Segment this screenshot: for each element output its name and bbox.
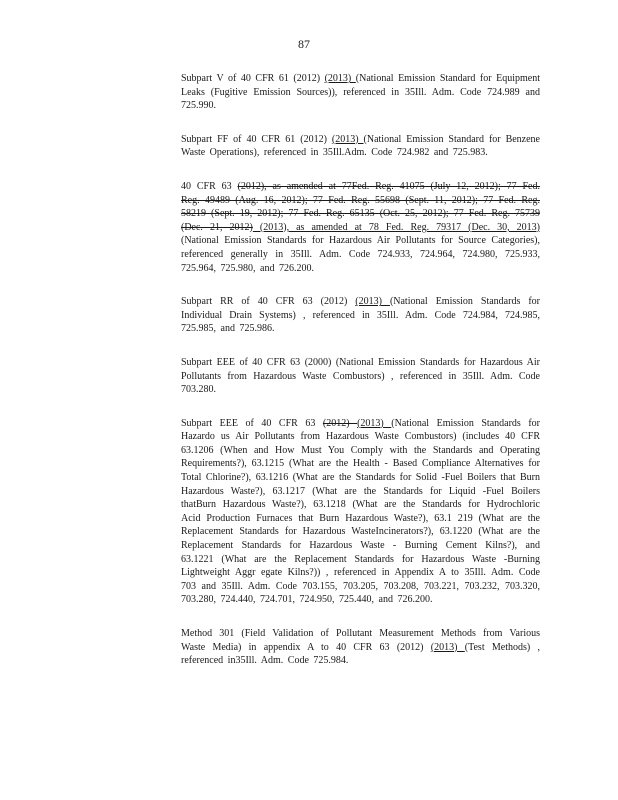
reference-entry-subpart-rr	[181, 295, 540, 336]
entry-text: Method 301 (Field Validation of Pollutant Measurement Methods from Various Waste Media) in appendix A to 40 CFR 63 (2012)	[181, 628, 540, 653]
entry-text: 40 CFR 63	[181, 180, 238, 192]
reference-entry-subpart-v	[181, 72, 540, 113]
entry-text: (Test Methods) , referenced in35Ill. Adm. Code 725.984.	[181, 641, 540, 667]
inserted-text: (2013), as amended at 78 Fed. Reg. 79317 (Dec. 30, 2013)	[252, 221, 541, 233]
entry-text: (National Emission Standards for Hazardo us Air Pollutants from Hazardous Waste Combustors) (includes 40 CFR 63.1206 (When and How Must You Comply with the Standards and Operating Requirements?), 63.1215 (What are the Health - Based Compliance Alternatives for Total Chlorine?), 63.1216 (What are the Standards for Solid -Fuel Boilers that Burn Hazardous Waste?), 63.1217 (What are the Standards for Liquid -Fuel Boilers thatBurn Hazardous Waste?), 63.1218 (What are the Standards for Hydrochloric Acid Production Furnaces that Burn Hazardous Waste?), 63.1 219 (What are the Replacement Standards for Hazardous WasteIncinerators?), 63.1220 (What are the Replacement Standards for Hazardous Waste - Burning Cement Kilns?), and 63.1221 (What are the Replacement Standards for Hazardous Waste -Burning Lightweight Aggr egate Kilns?)) , referenced in Appendix A to 35Ill. Adm. Code 703 and 35Ill. Adm. Code 703.155, 703.205, 703.208, 703.221, 703.232, 703.320, 703.280, 724.440, 724.701, 724.950, 725.440, and 726.200.	[181, 417, 540, 606]
entry-text: Subpart FF of 40 CFR 61 (2012)	[181, 133, 332, 145]
reference-entry-subpart-ff	[181, 133, 540, 160]
entry-text: Subpart RR of 40 CFR 63 (2012)	[181, 296, 356, 308]
deleted-text: (2012), as amended at 77Fed. Reg. 41075 (July 12, 2012); 77 Fed. Reg. 49489 (Aug. 16, 2012); 77 Fed. Reg. 55698 (Sept. 11, 2012); 77 Fed. Reg. 58219 (Sept. 19, 2012); 77 Fed. Reg. 65135 (Oct. 25, 2012); 77 Fed. Reg. 75739 (Dec. 21, 2012)	[181, 180, 540, 233]
inserted-text: (2013)	[331, 133, 364, 145]
reference-entry-40cfr63	[181, 180, 540, 275]
entry-text: Subpart V of 40 CFR 61 (2012)	[181, 73, 325, 84]
inserted-text: (2013)	[430, 641, 465, 653]
inserted-text: (2013)	[324, 73, 356, 84]
page-number: 87	[298, 37, 310, 51]
entry-text: (National Emission Standard for Benzene Waste Operations), referenced in 35Ill.Adm. Code 724.982 and 725.983.	[181, 133, 540, 159]
entry-text: Subpart EEE of 40 CFR 63 (2000) (National Emission Standards for Hazardous Air Pollutants from Hazardous Waste Combustors) , referenced in 35Ill. Adm. Code 703.280.	[181, 356, 540, 396]
deleted-text: (2012)	[322, 417, 358, 429]
entry-text: (National Emission Standard for Equipment Leaks (Fugitive Emission Sources)), referenced in 35Ill. Adm. Code 724.989 and 725.990.	[181, 73, 540, 112]
inserted-text: (2013)	[357, 417, 392, 429]
reference-entry-method-301	[181, 627, 540, 668]
inserted-text: (2013)	[355, 296, 390, 308]
regulation-references	[181, 72, 540, 688]
entry-text: Subpart EEE of 40 CFR 63	[181, 417, 323, 429]
reference-entry-subpart-eee-2013	[181, 417, 540, 607]
entry-text: (National Emission Standards for Individual Drain Systems) , referenced in 35Ill. Adm. Code 724.984, 724.985, 725.985, and 725.986.	[181, 296, 540, 335]
entry-text: (National Emission Standards for Hazardous Air Pollutants for Source Categories), referenced generally in 35Ill. Adm. Code 724.933, 724.964, 724.980, 725.933, 725.964, 725.980, and 726.200.	[181, 235, 540, 274]
reference-entry-subpart-eee-2000	[181, 356, 540, 397]
